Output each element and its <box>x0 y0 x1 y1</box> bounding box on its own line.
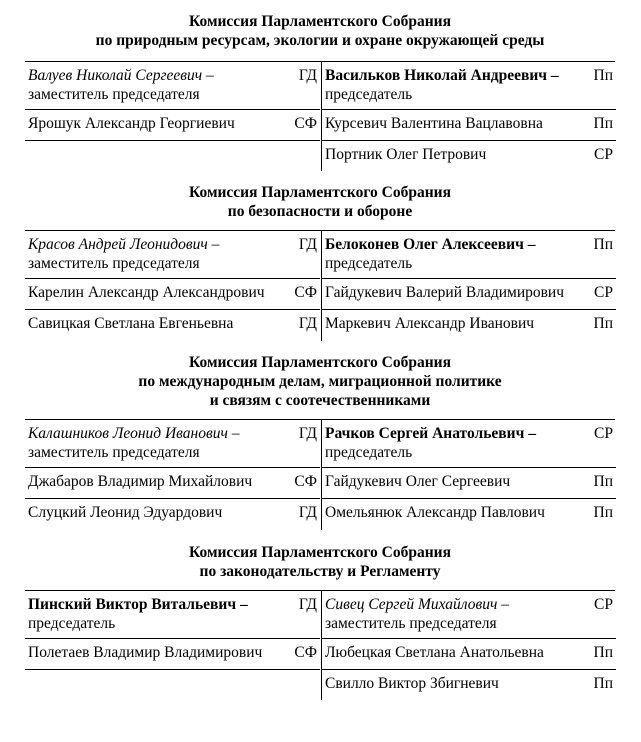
member-row <box>322 62 616 110</box>
member-name: Слуцкий Леонид Эдуардович <box>28 504 223 521</box>
member-role: заместитель председателя <box>28 444 200 461</box>
members-table <box>25 230 615 341</box>
member-role: председатель <box>325 255 413 272</box>
member-party: ГД <box>298 504 317 521</box>
left-column <box>25 591 320 700</box>
member-row <box>322 310 616 341</box>
member-party: Пп <box>593 644 613 661</box>
commission-ecology <box>25 12 615 163</box>
member-party: СФ <box>294 284 317 301</box>
member-name: Белоконев Олег Алексеевич – <box>325 236 536 253</box>
member-name: Калашников Леонид Иванович – <box>28 425 240 442</box>
member-role: заместитель председателя <box>28 255 200 272</box>
member-name: Карелин Александр Александрович <box>28 284 265 301</box>
member-name: Курсевич Валентина Вацлавовна <box>325 115 543 132</box>
members-table <box>25 61 615 171</box>
members-table <box>25 590 615 700</box>
member-row <box>25 499 320 530</box>
member-name: Омельянюк Александр Павлович <box>325 504 545 521</box>
member-party: Пп <box>593 315 613 332</box>
member-row <box>25 110 320 141</box>
commission-defense <box>25 183 615 332</box>
member-name: Гайдукевич Валерий Владимирович <box>325 284 565 301</box>
left-column <box>25 62 320 171</box>
member-role: заместитель председателя <box>28 86 200 103</box>
member-name: Пинский Виктор Витальевич – <box>28 596 248 613</box>
member-name: Портник Олег Петрович <box>325 146 487 163</box>
member-role: председатель <box>325 86 413 103</box>
member-row <box>322 420 616 468</box>
member-row <box>322 591 616 639</box>
member-role: председатель <box>28 615 116 632</box>
member-row <box>25 420 320 468</box>
member-name: Сивец Сергей Михайлович – <box>325 596 509 613</box>
member-party: ГД <box>298 236 317 253</box>
member-party: ГД <box>298 425 317 442</box>
member-party: Пп <box>593 504 613 521</box>
left-column <box>25 231 320 341</box>
member-name: Любецкая Светлана Анатольевна <box>325 644 544 661</box>
member-party: Пп <box>593 473 613 490</box>
title-line: по законодательству и Регламенту <box>199 563 441 580</box>
member-row <box>25 231 320 279</box>
right-column <box>321 591 616 700</box>
commission-legislation <box>25 543 615 692</box>
member-party: ГД <box>298 315 317 332</box>
member-party: СР <box>594 596 613 613</box>
title-line: по безопасности и обороне <box>227 203 413 220</box>
member-row <box>25 279 320 310</box>
commission-title <box>25 12 615 50</box>
member-party: Пп <box>593 115 613 132</box>
member-row <box>322 639 616 670</box>
member-party: СФ <box>294 473 317 490</box>
member-party: ГД <box>298 596 317 613</box>
title-line: Комиссия Парламентского Собрания <box>189 184 451 201</box>
member-row <box>322 141 616 171</box>
member-name: Красов Андрей Леонидович – <box>28 236 220 253</box>
member-row <box>25 62 320 110</box>
member-row <box>322 670 616 700</box>
member-row <box>25 639 320 670</box>
left-column <box>25 420 320 530</box>
member-name: Джабаров Владимир Михайлович <box>28 473 253 490</box>
member-party: СФ <box>294 644 317 661</box>
member-name: Рачков Сергей Анатольевич – <box>325 425 536 442</box>
member-party: Пп <box>593 67 613 84</box>
member-row <box>25 310 320 341</box>
commission-title <box>25 183 615 221</box>
member-party: СР <box>594 284 613 301</box>
member-party: СФ <box>294 115 317 132</box>
right-column <box>321 62 616 171</box>
member-role: председатель <box>325 444 413 461</box>
member-row <box>322 279 616 310</box>
right-column <box>321 231 616 341</box>
member-name: Гайдукевич Олег Сергеевич <box>325 473 511 490</box>
member-row <box>25 591 320 639</box>
member-name: Маркевич Александр Иванович <box>325 315 535 332</box>
member-party: Пп <box>593 675 613 692</box>
member-party: СР <box>594 425 613 442</box>
member-role: заместитель председателя <box>325 615 497 632</box>
member-row <box>322 499 616 530</box>
member-row <box>322 231 616 279</box>
member-row <box>322 110 616 141</box>
commission-international <box>25 353 615 521</box>
member-name: Свилло Виктор Збигневич <box>325 675 499 692</box>
member-party: ГД <box>298 67 317 84</box>
member-row <box>322 468 616 499</box>
member-name: Ярошук Александр Георгиевич <box>28 115 235 132</box>
member-name: Васильков Николай Андреевич – <box>325 67 559 84</box>
members-table <box>25 419 615 530</box>
right-column <box>321 420 616 530</box>
title-line: и связям с соотечественниками <box>209 392 431 409</box>
title-line: по природным ресурсам, экологии и охране окружающей среды <box>95 32 545 49</box>
title-line: Комиссия Парламентского Собрания <box>189 354 451 371</box>
member-party: СР <box>594 146 613 163</box>
commission-title <box>25 353 615 410</box>
member-name: Валуев Николай Сергеевич – <box>28 67 214 84</box>
title-line: по международным делам, миграционной политике <box>138 373 502 390</box>
member-name: Полетаев Владимир Владимирович <box>28 644 263 661</box>
member-name: Савицкая Светлана Евгеньевна <box>28 315 234 332</box>
member-row <box>25 468 320 499</box>
title-line: Комиссия Парламентского Собрания <box>189 13 451 30</box>
title-line: Комиссия Парламентского Собрания <box>189 544 451 561</box>
member-party: Пп <box>593 236 613 253</box>
commission-title <box>25 543 615 581</box>
